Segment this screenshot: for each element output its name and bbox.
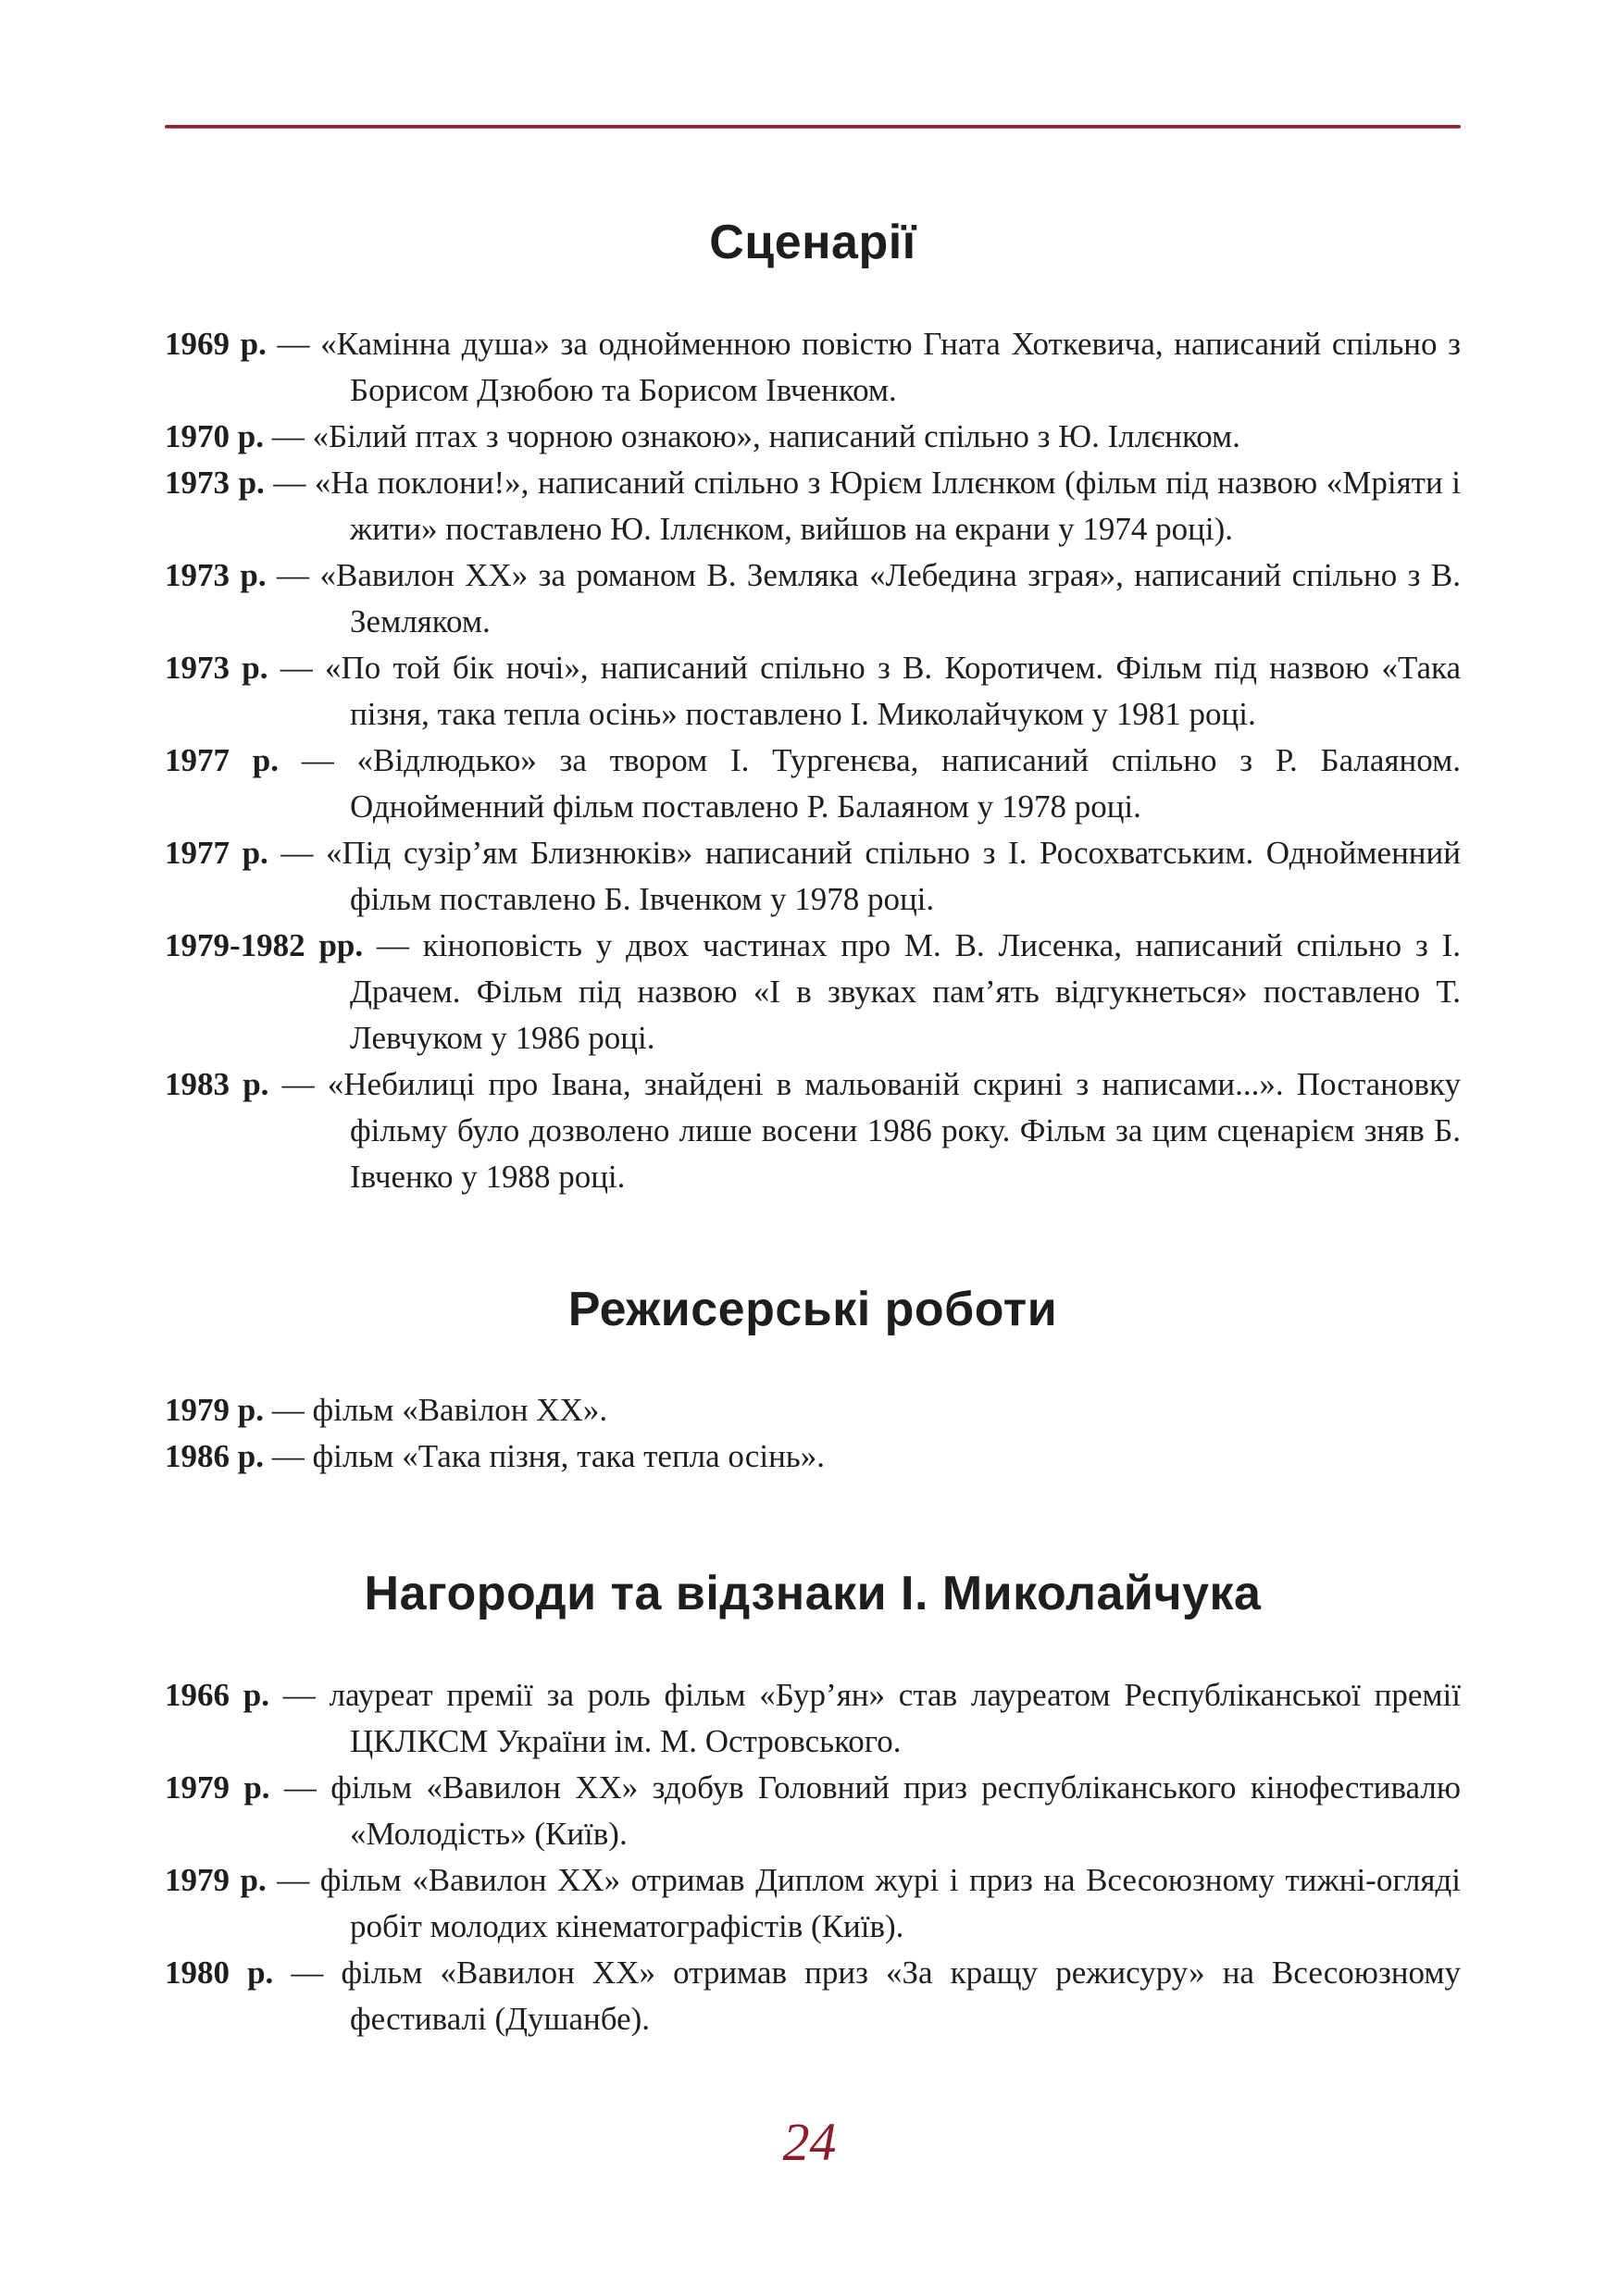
entry-text: — фільм «Така пізня, така тепла осінь». [263, 1438, 826, 1474]
entry-year: 1979 р. [165, 1769, 270, 1806]
entry-text: — «Відлюдько» за твором І. Тургенєва, написаний спільно з Р. Балаяном. Однойменний фільм поставлено Р. Балаяном у 1978 році. [279, 742, 1461, 825]
section-title-scripts: Сценарії [709, 216, 916, 269]
entry-text: — лауреат премії за роль фільм «Бур’ян» став лауреатом Республіканської премії ЦКЛКСМ України ім. М. Островського. [269, 1677, 1462, 1759]
entry-text: — «Камінна душа» за однойменною повістю Гната Хоткевича, написаний спільно з Борисом Дзюбою та Борисом Івченком. [266, 326, 1462, 408]
entry-text: — фільм «Вавілон ХХ». [263, 1392, 608, 1428]
entry-text: — «Білий птах з чорною ознакою», написаний спільно з Ю. Іллєнком. [263, 418, 1240, 454]
awards-list [165, 1672, 1461, 2042]
entry-year: 1973 р. [165, 465, 265, 501]
entry-text: — «По той бік ночі», написаний спільно з В. Коротичем. Фільм під назвою «Така пізня, така тепла осінь» поставлено І. Миколайчуком у 1981 році. [268, 650, 1461, 732]
entry-year: 1979 р. [165, 1392, 264, 1428]
scripts-entry [165, 321, 1461, 414]
scripts-entry [165, 830, 1461, 923]
entry-year: 1979-1982 рр. [165, 927, 364, 963]
scripts-entry [165, 1061, 1461, 1200]
directing-entry [165, 1433, 1461, 1480]
entry-year: 1983 р. [165, 1066, 269, 1102]
entry-text: — фільм «Вавилон ХХ» отримав Диплом журі і приз на Всесоюзному тижні-огляді робіт молодих кінематографістів (Київ). [266, 1862, 1462, 1944]
entry-year: 1986 р. [165, 1438, 264, 1474]
awards-entry [165, 1672, 1461, 1765]
directing-entry [165, 1387, 1461, 1433]
entry-text: — кіноповість у двох частинах про М. В. Лисенка, написаний спільно з І. Драчем. Фільм під назвою «І в звуках пам’ять відгукнеться» поставлено Т. Левчуком у 1986 році. [350, 927, 1461, 1056]
scripts-list [165, 321, 1461, 1200]
scripts-entry [165, 923, 1461, 1061]
entry-year: 1977 р. [165, 835, 268, 871]
scripts-entry [165, 460, 1461, 552]
scripts-entry [165, 738, 1461, 830]
entry-year: 1970 р. [165, 418, 264, 454]
awards-entry [165, 1950, 1461, 2042]
entry-text: — «Під сузір’ям Близнюків» написаний спільно з І. Росохватським. Однойменний фільм поставлено Б. Івченком у 1978 році. [268, 835, 1461, 917]
entry-year: 1969 р. [165, 326, 267, 362]
scripts-entry [165, 552, 1461, 645]
entry-text: — «На поклони!», написаний спільно з Юрієм Іллєнком (фільм під назвою «Мріяти і жити» поставлено Ю. Іллєнком, вийшов на екрани у 1974 році). [264, 465, 1462, 547]
entry-text: — «Небилиці про Івана, знайдені в мальованій скрині з написами...». Постановку фільму було дозволено лише восени 1986 року. Фільм за цим сценарієм зняв Б. Івченко у 1988 році. [268, 1066, 1461, 1195]
scripts-entry [165, 645, 1461, 738]
section-title-awards: Нагороди та відзнаки І. Миколайчука [364, 1567, 1262, 1620]
entry-year: 1980 р. [165, 1955, 274, 1991]
directing-list [165, 1387, 1461, 1480]
awards-entry [165, 1765, 1461, 1857]
entry-year: 1977 р. [165, 742, 279, 778]
scripts-entry [165, 414, 1461, 460]
awards-entry [165, 1857, 1461, 1950]
entry-year: 1973 р. [165, 650, 268, 686]
entry-text: — «Вавилон ХХ» за романом В. Земляка «Лебедина зграя», написаний спільно з В. Земляком. [266, 557, 1461, 639]
entry-year: 1973 р. [165, 557, 267, 593]
header-rule [165, 125, 1461, 129]
entry-year: 1979 р. [165, 1862, 267, 1898]
section-title-directing: Режисерські роботи [567, 1283, 1058, 1336]
entry-text: — фільм «Вавилон ХХ» отримав приз «За кращу режисуру» на Всесоюзному фестивалі (Душанбе). [273, 1955, 1461, 2037]
page-number: 24 [782, 2112, 837, 2172]
entry-year: 1966 р. [165, 1677, 270, 1713]
entry-text: — фільм «Вавилон ХХ» здобув Головний приз республіканського кінофестивалю «Молодість» (Київ). [269, 1769, 1462, 1852]
